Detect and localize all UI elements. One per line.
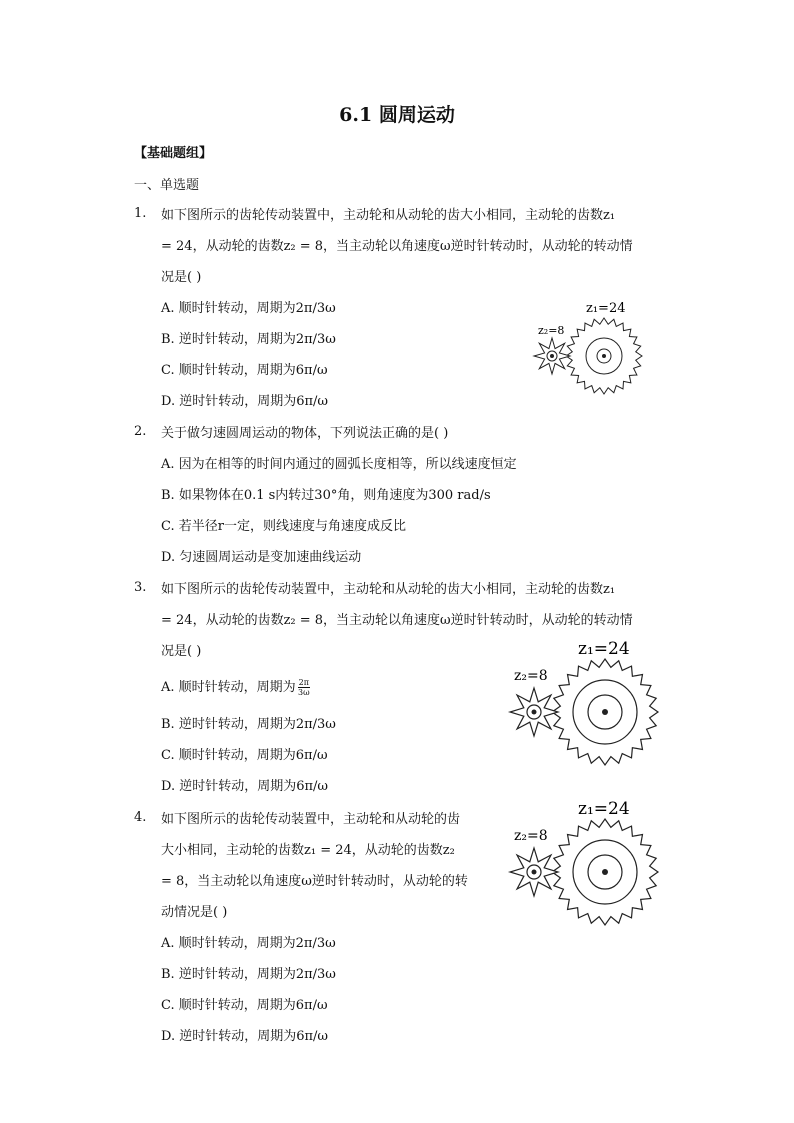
question-number: 3. xyxy=(134,580,147,595)
question-text: 动情况是( ) xyxy=(161,905,228,920)
option-d[interactable]: D. 逆时针转动，周期为6π/ω xyxy=(161,394,329,409)
gear-figure xyxy=(506,794,666,930)
big-gear xyxy=(566,318,642,394)
option-b[interactable]: B. 如果物体在0.1 s内转过30°角，则角速度为300 rad/s xyxy=(161,488,491,503)
option-a-text: A. 顺时针转动，周期为 xyxy=(161,680,296,695)
big-gear xyxy=(552,819,658,925)
question-text: 况是( ) xyxy=(161,644,202,659)
option-d[interactable]: D. 匀速圆周运动是变加速曲线运动 xyxy=(161,550,362,565)
small-gear xyxy=(534,338,570,374)
fraction-denominator: 3ω xyxy=(298,688,310,697)
section-label: 一、单选题 xyxy=(134,178,200,193)
option-c[interactable]: C. 顺时针转动，周期为6π/ω xyxy=(161,748,328,763)
question-text: 大小相同，主动轮的齿数z₁ = 24，从动轮的齿数z₂ xyxy=(161,843,455,858)
option-d[interactable]: D. 逆时针转动，周期为6π/ω xyxy=(161,1029,329,1044)
question-text: 如下图所示的齿轮传动装置中，主动轮和从动轮的齿大小相同，主动轮的齿数z₁ xyxy=(161,208,616,223)
fraction xyxy=(298,678,310,697)
question-number: 1. xyxy=(134,206,147,221)
question-text: = 8，当主动轮以角速度ω逆时针转动时，从动轮的转 xyxy=(161,874,468,889)
page-title: 6.1 圆周运动 xyxy=(339,104,455,126)
question-text: = 24，从动轮的齿数z₂ = 8，当主动轮以角速度ω逆时针转动时，从动轮的转动情 xyxy=(161,613,633,628)
option-a[interactable]: A. 因为在相等的时间内通过的圆弧长度相等，所以线速度恒定 xyxy=(161,457,517,472)
group-label: 【基础题组】 xyxy=(134,146,213,161)
option-c[interactable]: C. 顺时针转动，周期为6π/ω xyxy=(161,998,328,1013)
option-a[interactable]: A. 顺时针转动，周期为2π/3ω xyxy=(161,301,336,316)
figure-label-small: z₂=8 xyxy=(538,324,565,337)
gear-figure xyxy=(530,296,650,396)
option-b[interactable]: B. 逆时针转动，周期为2π/3ω xyxy=(161,967,336,982)
question-number: 4. xyxy=(134,810,147,825)
question-text: = 24，从动轮的齿数z₂ = 8，当主动轮以角速度ω逆时针转动时，从动轮的转动情 xyxy=(161,239,633,254)
question-number: 2. xyxy=(134,424,147,439)
option-a[interactable] xyxy=(161,676,310,697)
fraction-numerator: 2π xyxy=(298,678,310,687)
question-text: 况是( ) xyxy=(161,270,202,285)
option-b[interactable]: B. 逆时针转动，周期为2π/3ω xyxy=(161,332,336,347)
small-gear xyxy=(510,688,558,736)
figure-label-small: z₂=8 xyxy=(514,668,548,684)
option-b[interactable]: B. 逆时针转动，周期为2π/3ω xyxy=(161,717,336,732)
option-c[interactable]: C. 若半径r一定，则线速度与角速度成反比 xyxy=(161,519,406,534)
question-text: 如下图所示的齿轮传动装置中，主动轮和从动轮的齿 xyxy=(161,812,461,827)
gear-figure xyxy=(506,634,666,770)
figure-label-big: z₁=24 xyxy=(578,639,630,659)
figure-label-big: z₁=24 xyxy=(578,799,630,819)
question-text: 关于做匀速圆周运动的物体，下列说法正确的是( ) xyxy=(161,426,449,441)
big-gear xyxy=(552,659,658,765)
option-d[interactable]: D. 逆时针转动，周期为6π/ω xyxy=(161,779,329,794)
option-a[interactable]: A. 顺时针转动，周期为2π/3ω xyxy=(161,936,336,951)
figure-label-small: z₂=8 xyxy=(514,828,548,844)
option-c[interactable]: C. 顺时针转动，周期为6π/ω xyxy=(161,363,328,378)
figure-label-big: z₁=24 xyxy=(586,301,626,316)
small-gear xyxy=(510,848,558,896)
question-text: 如下图所示的齿轮传动装置中，主动轮和从动轮的齿大小相同，主动轮的齿数z₁ xyxy=(161,582,616,597)
